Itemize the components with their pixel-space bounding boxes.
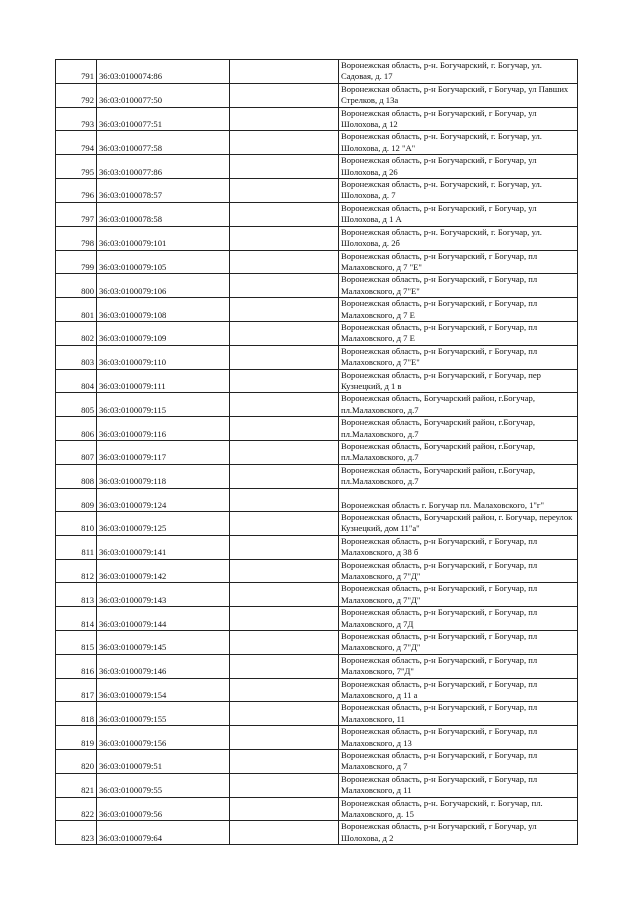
table-row <box>56 441 578 465</box>
address-text: Воронежская область, р-н Богучарский, г Богучар, ул Шолохова, д 1 А <box>341 202 537 225</box>
cadastral-number-cell: 36:03:0100077:51 <box>97 107 230 131</box>
row-number-cell: 802 <box>56 321 97 345</box>
row-number-cell: 818 <box>56 702 97 726</box>
address-cell <box>339 464 578 488</box>
address-cell <box>339 393 578 417</box>
table-row <box>56 202 578 226</box>
address-cell <box>339 726 578 750</box>
empty-cell <box>230 179 339 203</box>
address-cell <box>339 202 578 226</box>
empty-cell <box>230 821 339 845</box>
address-cell <box>339 488 578 511</box>
empty-cell <box>230 83 339 107</box>
table-row <box>56 702 578 726</box>
row-number-cell: 794 <box>56 131 97 155</box>
address-cell <box>339 773 578 797</box>
table-row <box>56 155 578 179</box>
cadastral-number-cell: 36:03:0100079:115 <box>97 393 230 417</box>
empty-cell <box>230 726 339 750</box>
row-number-cell: 809 <box>56 488 97 511</box>
address-cell <box>339 702 578 726</box>
cadastral-number-cell: 36:03:0100079:55 <box>97 773 230 797</box>
table-row <box>56 131 578 155</box>
row-number-cell: 822 <box>56 797 97 821</box>
address-text: Воронежская область, р-н. Богучарский, г. Богучар, ул. Шолохова, д. 12 "А" <box>341 131 542 153</box>
address-cell <box>339 559 578 583</box>
address-text: Воронежская область, р-н Богучарский, г Богучар, ул Павших Стрелков, д 13а <box>341 83 569 106</box>
address-text: Воронежская область, р-н Богучарский, г Богучар, пл Малаховского, 7"Д" <box>341 654 538 677</box>
table-row <box>56 179 578 203</box>
table-row <box>56 797 578 821</box>
address-cell <box>339 60 578 84</box>
address-text: Воронежская область, р-н. Богучарский, г. Богучар, ул. Шолохова, д. 2б <box>341 226 542 249</box>
empty-cell <box>230 345 339 369</box>
address-cell <box>339 155 578 179</box>
address-cell <box>339 298 578 322</box>
table-row <box>56 417 578 441</box>
row-number-cell: 799 <box>56 250 97 274</box>
cadastral-number-cell: 36:03:0100079:143 <box>97 583 230 607</box>
cadastral-number-cell: 36:03:0100079:51 <box>97 750 230 774</box>
row-number-cell: 806 <box>56 417 97 441</box>
address-text: Воронежская область, р-н Богучарский, г Богучар, пл Малаховского, д 13 <box>341 726 538 748</box>
cadastral-number-cell: 36:03:0100077:50 <box>97 83 230 107</box>
table-row <box>56 750 578 774</box>
row-number-cell: 793 <box>56 107 97 131</box>
address-cell <box>339 107 578 131</box>
address-text: Воронежская область, Богучарский район, г.Богучар, пл.Малаховского, д.7 <box>341 417 536 439</box>
cadastral-number-cell: 36:03:0100079:142 <box>97 559 230 583</box>
row-number-cell: 823 <box>56 821 97 845</box>
empty-cell <box>230 131 339 155</box>
address-cell <box>339 630 578 654</box>
address-cell <box>339 321 578 345</box>
cadastral-number-cell: 36:03:0100079:154 <box>97 678 230 702</box>
cadastral-number-cell: 36:03:0100079:118 <box>97 464 230 488</box>
empty-cell <box>230 321 339 345</box>
cadastral-number-cell: 36:03:0100079:108 <box>97 298 230 322</box>
address-cell <box>339 535 578 559</box>
empty-cell <box>230 535 339 559</box>
row-number-cell: 820 <box>56 750 97 774</box>
row-number-cell: 801 <box>56 298 97 322</box>
cadastral-number-cell: 36:03:0100079:106 <box>97 274 230 298</box>
empty-cell <box>230 417 339 441</box>
row-number-cell: 810 <box>56 511 97 535</box>
table-row <box>56 559 578 583</box>
empty-cell <box>230 488 339 511</box>
address-cell <box>339 441 578 465</box>
cadastral-number-cell: 36:03:0100077:58 <box>97 131 230 155</box>
row-number-cell: 792 <box>56 83 97 107</box>
address-cell <box>339 83 578 107</box>
address-cell <box>339 226 578 250</box>
row-number-cell: 815 <box>56 630 97 654</box>
cadastral-number-cell: 36:03:0100079:110 <box>97 345 230 369</box>
address-cell <box>339 250 578 274</box>
cadastral-number-cell: 36:03:0100079:56 <box>97 797 230 821</box>
cadastral-number-cell: 36:03:0100077:86 <box>97 155 230 179</box>
table-row <box>56 488 578 511</box>
table-row <box>56 369 578 393</box>
row-number-cell: 814 <box>56 607 97 631</box>
table-row <box>56 274 578 298</box>
row-number-cell: 803 <box>56 345 97 369</box>
row-number-cell: 807 <box>56 441 97 465</box>
cadastral-number-cell: 36:03:0100079:109 <box>97 321 230 345</box>
address-cell <box>339 417 578 441</box>
table-row <box>56 630 578 654</box>
row-number-cell: 811 <box>56 535 97 559</box>
address-cell <box>339 607 578 631</box>
empty-cell <box>230 654 339 678</box>
cadastral-number-cell: 36:03:0100079:155 <box>97 702 230 726</box>
table-row <box>56 654 578 678</box>
address-text: Воронежская область, р-н Богучарский, г Богучар, пл Малаховского, д 7 Е <box>341 298 538 320</box>
empty-cell <box>230 226 339 250</box>
cadastral-number-cell: 36:03:0100079:124 <box>97 488 230 511</box>
address-cell <box>339 345 578 369</box>
address-cell <box>339 179 578 203</box>
address-text: Воронежская область, Богучарский район, г.Богучар, пл.Малаховского, д.7 <box>341 464 536 487</box>
address-text: Воронежская область, р-н Богучарский, г Богучар, пл Малаховского, д 38 б <box>341 535 538 558</box>
row-number-cell: 817 <box>56 678 97 702</box>
address-text: Воронежская область, р-н Богучарский, г Богучар, пл Малаховского, д 7"Д" <box>341 583 538 605</box>
cadastral-number-cell: 36:03:0100074:86 <box>97 60 230 84</box>
address-cell <box>339 131 578 155</box>
address-text: Воронежская область, Богучарский район, г. Богучар, переулок Кузнецкий, дом 11"а" <box>341 511 573 534</box>
empty-cell <box>230 441 339 465</box>
table-row <box>56 60 578 84</box>
address-text: Воронежская область, р-н Богучарский, г Богучар, пл Малаховского, д 7"Д" <box>341 559 538 581</box>
table-row <box>56 226 578 250</box>
empty-cell <box>230 202 339 226</box>
address-cell <box>339 583 578 607</box>
address-text: Воронежская область, р-н Богучарский, г Богучар, пл Малаховского, д 7"Д" <box>341 630 538 653</box>
empty-cell <box>230 773 339 797</box>
empty-cell <box>230 274 339 298</box>
row-number-cell: 821 <box>56 773 97 797</box>
cadastral-number-cell: 36:03:0100079:117 <box>97 441 230 465</box>
table-row <box>56 345 578 369</box>
table-row <box>56 511 578 535</box>
row-number-cell: 798 <box>56 226 97 250</box>
cadastral-number-cell: 36:03:0100079:141 <box>97 535 230 559</box>
table-row <box>56 535 578 559</box>
empty-cell <box>230 511 339 535</box>
address-cell <box>339 821 578 845</box>
row-number-cell: 819 <box>56 726 97 750</box>
empty-cell <box>230 393 339 417</box>
cadastral-number-cell: 36:03:0100079:144 <box>97 607 230 631</box>
table-row <box>56 250 578 274</box>
address-text: Воронежская область, р-н Богучарский, г Богучар, пл Малаховского, д 7"Е" <box>341 274 538 296</box>
address-text: Воронежская область г. Богучар пл. Малаховского, 1"г" <box>341 499 544 510</box>
cadastral-number-cell: 36:03:0100079:64 <box>97 821 230 845</box>
table-row <box>56 464 578 488</box>
address-cell <box>339 797 578 821</box>
address-text: Воронежская область, р-н Богучарский, г Богучар, пл Малаховского, д 7 Е <box>341 321 538 344</box>
address-text: Воронежская область, р-н Богучарский, г Богучар, пл Малаховского, д 7 "Е" <box>341 250 538 272</box>
cadastral-number-cell: 36:03:0100079:111 <box>97 369 230 393</box>
row-number-cell: 816 <box>56 654 97 678</box>
empty-cell <box>230 630 339 654</box>
table-row <box>56 821 578 845</box>
address-cell <box>339 750 578 774</box>
empty-cell <box>230 369 339 393</box>
empty-cell <box>230 250 339 274</box>
table-row <box>56 298 578 322</box>
row-number-cell: 813 <box>56 583 97 607</box>
row-number-cell: 800 <box>56 274 97 298</box>
empty-cell <box>230 750 339 774</box>
row-number-cell: 795 <box>56 155 97 179</box>
address-text: Воронежская область, р-н. Богучарский, г. Богучар, ул. Садовая, д. 17 <box>341 60 542 82</box>
row-number-cell: 797 <box>56 202 97 226</box>
cadastral-number-cell: 36:03:0100079:116 <box>97 417 230 441</box>
cadastral-number-cell: 36:03:0100079:156 <box>97 726 230 750</box>
property-registry-table <box>55 59 578 845</box>
empty-cell <box>230 155 339 179</box>
cadastral-number-cell: 36:03:0100079:105 <box>97 250 230 274</box>
address-text: Воронежская область, р-н Богучарский, г Богучар, пл Малаховского, д 11 а <box>341 678 538 701</box>
address-cell <box>339 369 578 393</box>
empty-cell <box>230 607 339 631</box>
address-text: Воронежская область, р-н Богучарский, г Богучар, пл Малаховского, 11 <box>341 702 538 724</box>
address-text: Воронежская область, р-н. Богучарский, г. Богучар, ул. Шолохова, д. 7 <box>341 179 542 201</box>
empty-cell <box>230 464 339 488</box>
table-row <box>56 321 578 345</box>
address-cell <box>339 654 578 678</box>
address-text: Воронежская область, р-н Богучарский, г Богучар, пл Малаховского, д 11 <box>341 773 538 796</box>
address-text: Воронежская область, р-н Богучарский, г Богучар, ул Шолохова, д 2 <box>341 821 537 843</box>
empty-cell <box>230 298 339 322</box>
cadastral-number-cell: 36:03:0100079:146 <box>97 654 230 678</box>
registry-table-body <box>56 60 578 845</box>
empty-cell <box>230 107 339 131</box>
table-row <box>56 607 578 631</box>
table-row <box>56 83 578 107</box>
cadastral-number-cell: 36:03:0100078:58 <box>97 202 230 226</box>
address-text: Воронежская область, р-н Богучарский, г Богучар, пл Малаховского, д 7Д <box>341 607 538 629</box>
row-number-cell: 808 <box>56 464 97 488</box>
address-text: Воронежская область, р-н. Богучарский, г. Богучар, пл. Малаховского, д. 15 <box>341 797 543 820</box>
table-row <box>56 583 578 607</box>
address-text: Воронежская область, Богучарский район, г.Богучар, пл.Малаховского, д.7 <box>341 393 536 415</box>
table-row <box>56 393 578 417</box>
table-row <box>56 678 578 702</box>
address-text: Воронежская область, Богучарский район, г.Богучар, пл.Малаховского, д.7 <box>341 441 536 463</box>
empty-cell <box>230 60 339 84</box>
empty-cell <box>230 559 339 583</box>
cadastral-number-cell: 36:03:0100078:57 <box>97 179 230 203</box>
empty-cell <box>230 797 339 821</box>
row-number-cell: 791 <box>56 60 97 84</box>
table-row <box>56 726 578 750</box>
address-text: Воронежская область, р-н Богучарский, г Богучар, пл Малаховского, д 7 <box>341 750 538 772</box>
row-number-cell: 796 <box>56 179 97 203</box>
row-number-cell: 804 <box>56 369 97 393</box>
address-cell <box>339 678 578 702</box>
address-cell <box>339 511 578 535</box>
address-text: Воронежская область, р-н Богучарский, г Богучар, ул Шолохова, д 26 <box>341 155 537 177</box>
row-number-cell: 812 <box>56 559 97 583</box>
empty-cell <box>230 583 339 607</box>
row-number-cell: 805 <box>56 393 97 417</box>
cadastral-number-cell: 36:03:0100079:101 <box>97 226 230 250</box>
address-text: Воронежская область, р-н Богучарский, г Богучар, пер Кузнецкий, д 1 в <box>341 369 541 391</box>
cadastral-number-cell: 36:03:0100079:145 <box>97 630 230 654</box>
address-cell <box>339 274 578 298</box>
address-text: Воронежская область, р-н Богучарский, г Богучар, ул Шолохова, д 12 <box>341 107 537 130</box>
table-row <box>56 773 578 797</box>
table-row <box>56 107 578 131</box>
empty-cell <box>230 702 339 726</box>
cadastral-number-cell: 36:03:0100079:125 <box>97 511 230 535</box>
address-text: Воронежская область, р-н Богучарский, г Богучар, пл Малаховского, д 7"Е" <box>341 345 538 368</box>
empty-cell <box>230 678 339 702</box>
